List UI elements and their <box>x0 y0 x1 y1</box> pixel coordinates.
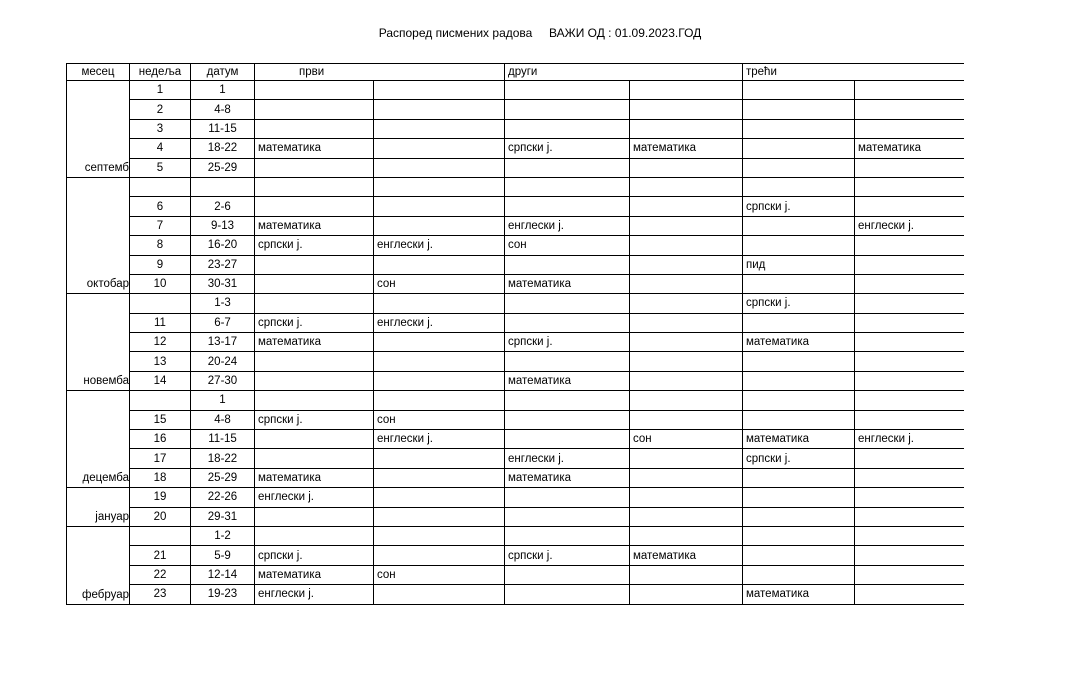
subject-cell <box>743 177 855 196</box>
subject-cell <box>630 274 743 293</box>
subject-cell <box>855 488 964 507</box>
subject-cell <box>505 430 630 449</box>
date-cell: 19-23 <box>191 585 255 604</box>
month-cell: фебруар <box>67 526 130 604</box>
table-row <box>67 333 964 352</box>
subject-cell: српски ј. <box>743 294 855 313</box>
week-cell <box>130 294 191 313</box>
subject-cell <box>743 488 855 507</box>
subject-cell <box>505 119 630 138</box>
subject-cell <box>855 371 964 390</box>
header-first: први <box>255 64 374 81</box>
week-cell: 19 <box>130 488 191 507</box>
date-cell: 18-22 <box>191 449 255 468</box>
week-cell: 22 <box>130 565 191 584</box>
subject-cell <box>743 371 855 390</box>
subject-cell <box>743 158 855 177</box>
subject-cell <box>630 488 743 507</box>
subject-cell <box>743 139 855 158</box>
subject-cell: енглески ј. <box>505 449 630 468</box>
date-cell: 16-20 <box>191 236 255 255</box>
date-cell: 1 <box>191 81 255 100</box>
table-row <box>67 565 964 584</box>
table-row <box>67 546 964 565</box>
subject-cell: српски ј. <box>255 313 374 332</box>
table-row <box>67 371 964 390</box>
month-cell: новемба <box>67 294 130 391</box>
subject-cell <box>855 177 964 196</box>
subject-cell <box>855 352 964 371</box>
table-row <box>67 410 964 429</box>
table-row <box>67 468 964 487</box>
subject-cell: математика <box>505 274 630 293</box>
table-row <box>67 139 964 158</box>
header-second: други <box>505 64 630 81</box>
subject-cell <box>374 391 505 410</box>
subject-cell <box>505 526 630 545</box>
subject-cell <box>743 468 855 487</box>
subject-cell <box>743 391 855 410</box>
subject-cell <box>855 507 964 526</box>
subject-cell <box>255 158 374 177</box>
subject-cell: математика <box>505 468 630 487</box>
week-cell <box>130 177 191 196</box>
subject-cell <box>855 585 964 604</box>
schedule-body <box>67 81 964 605</box>
week-cell: 8 <box>130 236 191 255</box>
subject-cell: математика <box>743 333 855 352</box>
subject-cell <box>505 391 630 410</box>
subject-cell: математика <box>630 546 743 565</box>
date-cell: 4-8 <box>191 410 255 429</box>
subject-cell <box>630 294 743 313</box>
date-cell: 23-27 <box>191 255 255 274</box>
week-cell: 14 <box>130 371 191 390</box>
subject-cell <box>255 119 374 138</box>
table-row <box>67 526 964 545</box>
subject-cell: математика <box>255 468 374 487</box>
table-row <box>67 100 964 119</box>
subject-cell <box>630 371 743 390</box>
subject-cell <box>505 158 630 177</box>
subject-cell: математика <box>255 565 374 584</box>
subject-cell <box>255 507 374 526</box>
week-cell: 20 <box>130 507 191 526</box>
subject-cell <box>255 294 374 313</box>
subject-cell <box>255 449 374 468</box>
table-row <box>67 294 964 313</box>
header-row <box>67 64 964 81</box>
subject-cell: сон <box>374 565 505 584</box>
subject-cell <box>630 468 743 487</box>
subject-cell: математика <box>505 371 630 390</box>
table-row <box>67 585 964 604</box>
subject-cell: енглески ј. <box>855 430 964 449</box>
subject-cell: српски ј. <box>743 449 855 468</box>
week-cell: 23 <box>130 585 191 604</box>
subject-cell <box>743 526 855 545</box>
subject-cell <box>374 526 505 545</box>
subject-cell <box>630 449 743 468</box>
subject-cell: енглески ј. <box>374 236 505 255</box>
subject-cell <box>630 119 743 138</box>
week-cell: 10 <box>130 274 191 293</box>
table-row <box>67 274 964 293</box>
subject-cell: српски ј. <box>255 410 374 429</box>
subject-cell: српски ј. <box>505 333 630 352</box>
table-row <box>67 255 964 274</box>
subject-cell <box>374 158 505 177</box>
month-cell: септемб <box>67 81 130 178</box>
subject-cell <box>743 274 855 293</box>
table-row <box>67 81 964 100</box>
subject-cell: математика <box>743 430 855 449</box>
subject-cell <box>855 565 964 584</box>
subject-cell <box>630 177 743 196</box>
subject-cell <box>255 391 374 410</box>
subject-cell <box>255 100 374 119</box>
month-cell: јануар <box>67 488 130 527</box>
subject-cell <box>374 81 505 100</box>
subject-cell <box>374 546 505 565</box>
subject-cell <box>255 255 374 274</box>
subject-cell <box>255 430 374 449</box>
date-cell: 9-13 <box>191 216 255 235</box>
subject-cell <box>374 449 505 468</box>
header-third: трећи <box>743 64 855 81</box>
subject-cell <box>630 216 743 235</box>
date-cell: 27-30 <box>191 371 255 390</box>
subject-cell: енглески ј. <box>855 216 964 235</box>
subject-cell: математика <box>855 139 964 158</box>
subject-cell <box>374 177 505 196</box>
date-cell: 11-15 <box>191 430 255 449</box>
subject-cell <box>630 507 743 526</box>
subject-cell <box>630 255 743 274</box>
table-row <box>67 391 964 410</box>
subject-cell: енглески ј. <box>505 216 630 235</box>
subject-cell <box>374 197 505 216</box>
subject-cell <box>505 100 630 119</box>
week-cell <box>130 391 191 410</box>
table-row <box>67 119 964 138</box>
week-cell <box>130 526 191 545</box>
subject-cell <box>374 119 505 138</box>
header-month: месец <box>67 64 130 81</box>
subject-cell <box>855 100 964 119</box>
subject-cell <box>630 333 743 352</box>
subject-cell <box>743 100 855 119</box>
subject-cell <box>255 371 374 390</box>
subject-cell <box>374 488 505 507</box>
subject-cell <box>855 391 964 410</box>
table-row <box>67 352 964 371</box>
date-cell: 30-31 <box>191 274 255 293</box>
date-cell: 11-15 <box>191 119 255 138</box>
subject-cell: енглески ј. <box>374 313 505 332</box>
subject-cell: српски ј. <box>743 197 855 216</box>
subject-cell <box>855 119 964 138</box>
subject-cell <box>743 507 855 526</box>
subject-cell <box>255 197 374 216</box>
subject-cell <box>505 313 630 332</box>
week-cell: 2 <box>130 100 191 119</box>
month-cell: децемба <box>67 391 130 488</box>
subject-cell <box>374 139 505 158</box>
date-cell: 20-24 <box>191 352 255 371</box>
date-cell: 1-3 <box>191 294 255 313</box>
week-cell: 7 <box>130 216 191 235</box>
subject-cell: математика <box>743 585 855 604</box>
subject-cell <box>374 507 505 526</box>
header-second-spacer <box>630 64 743 81</box>
subject-cell <box>374 371 505 390</box>
subject-cell <box>743 352 855 371</box>
subject-cell <box>855 546 964 565</box>
week-cell: 18 <box>130 468 191 487</box>
subject-cell <box>743 81 855 100</box>
date-cell: 5-9 <box>191 546 255 565</box>
subject-cell <box>374 585 505 604</box>
week-cell: 15 <box>130 410 191 429</box>
subject-cell: сон <box>374 274 505 293</box>
table-row <box>67 507 964 526</box>
table-row <box>67 216 964 235</box>
page-title: Распоред писмених радова ВАЖИ ОД : 01.09.2023.ГОД <box>378 26 702 40</box>
subject-cell <box>855 410 964 429</box>
subject-cell <box>374 294 505 313</box>
subject-cell: математика <box>255 333 374 352</box>
week-cell: 4 <box>130 139 191 158</box>
date-cell: 1-2 <box>191 526 255 545</box>
subject-cell <box>630 236 743 255</box>
subject-cell: математика <box>255 139 374 158</box>
week-cell: 9 <box>130 255 191 274</box>
subject-cell <box>743 313 855 332</box>
subject-cell <box>505 352 630 371</box>
subject-cell <box>505 585 630 604</box>
subject-cell <box>855 449 964 468</box>
subject-cell <box>743 216 855 235</box>
date-cell: 25-29 <box>191 468 255 487</box>
subject-cell: математика <box>630 139 743 158</box>
subject-cell: пид <box>743 255 855 274</box>
subject-cell <box>855 333 964 352</box>
header-week: недеља <box>130 64 191 81</box>
subject-cell <box>505 410 630 429</box>
schedule-table <box>66 63 964 605</box>
subject-cell <box>855 158 964 177</box>
subject-cell <box>630 565 743 584</box>
date-cell: 18-22 <box>191 139 255 158</box>
table-row <box>67 158 964 177</box>
date-cell: 13-17 <box>191 333 255 352</box>
subject-cell <box>505 488 630 507</box>
subject-cell <box>855 294 964 313</box>
subject-cell <box>505 294 630 313</box>
subject-cell <box>855 468 964 487</box>
header-first-spacer <box>374 64 505 81</box>
subject-cell <box>743 119 855 138</box>
table-row <box>67 177 964 196</box>
week-cell: 5 <box>130 158 191 177</box>
subject-cell <box>374 352 505 371</box>
subject-cell <box>505 255 630 274</box>
week-cell: 13 <box>130 352 191 371</box>
week-cell: 6 <box>130 197 191 216</box>
subject-cell <box>255 81 374 100</box>
table-row <box>67 197 964 216</box>
table-row <box>67 449 964 468</box>
date-cell: 6-7 <box>191 313 255 332</box>
subject-cell <box>505 507 630 526</box>
subject-cell <box>743 546 855 565</box>
subject-cell: енглески ј. <box>374 430 505 449</box>
subject-cell <box>630 313 743 332</box>
subject-cell: математика <box>255 216 374 235</box>
subject-cell <box>505 565 630 584</box>
subject-cell <box>855 197 964 216</box>
subject-cell: српски ј. <box>505 139 630 158</box>
subject-cell <box>630 391 743 410</box>
subject-cell <box>255 274 374 293</box>
subject-cell: енглески ј. <box>255 585 374 604</box>
subject-cell <box>630 585 743 604</box>
table-row <box>67 236 964 255</box>
subject-cell <box>374 333 505 352</box>
subject-cell: српски ј. <box>255 546 374 565</box>
week-cell: 11 <box>130 313 191 332</box>
subject-cell <box>630 197 743 216</box>
subject-cell: српски ј. <box>505 546 630 565</box>
subject-cell <box>855 526 964 545</box>
date-cell: 4-8 <box>191 100 255 119</box>
header-date: датум <box>191 64 255 81</box>
subject-cell <box>255 352 374 371</box>
subject-cell <box>855 313 964 332</box>
subject-cell <box>855 81 964 100</box>
header-third-spacer <box>855 64 964 81</box>
table-row <box>67 430 964 449</box>
week-cell: 21 <box>130 546 191 565</box>
subject-cell <box>255 526 374 545</box>
subject-cell <box>630 352 743 371</box>
week-cell: 12 <box>130 333 191 352</box>
subject-cell <box>855 255 964 274</box>
date-cell: 12-14 <box>191 565 255 584</box>
subject-cell <box>743 410 855 429</box>
date-cell: 22-26 <box>191 488 255 507</box>
subject-cell <box>630 100 743 119</box>
week-cell: 1 <box>130 81 191 100</box>
month-cell: октобар <box>67 177 130 293</box>
subject-cell: сон <box>374 410 505 429</box>
subject-cell <box>374 468 505 487</box>
subject-cell <box>630 158 743 177</box>
subject-cell <box>855 274 964 293</box>
subject-cell <box>630 526 743 545</box>
week-cell: 16 <box>130 430 191 449</box>
table-row <box>67 488 964 507</box>
subject-cell: енглески ј. <box>255 488 374 507</box>
date-cell: 1 <box>191 391 255 410</box>
date-cell: 2-6 <box>191 197 255 216</box>
date-cell <box>191 177 255 196</box>
table-row <box>67 313 964 332</box>
subject-cell <box>374 255 505 274</box>
date-cell: 25-29 <box>191 158 255 177</box>
subject-cell <box>743 236 855 255</box>
subject-cell <box>855 236 964 255</box>
subject-cell: сон <box>505 236 630 255</box>
subject-cell <box>374 216 505 235</box>
subject-cell <box>505 81 630 100</box>
subject-cell: српски ј. <box>255 236 374 255</box>
week-cell: 17 <box>130 449 191 468</box>
subject-cell <box>630 410 743 429</box>
subject-cell <box>743 565 855 584</box>
date-cell: 29-31 <box>191 507 255 526</box>
subject-cell <box>374 100 505 119</box>
week-cell: 3 <box>130 119 191 138</box>
subject-cell: сон <box>630 430 743 449</box>
subject-cell <box>505 177 630 196</box>
subject-cell <box>505 197 630 216</box>
subject-cell <box>255 177 374 196</box>
subject-cell <box>630 81 743 100</box>
